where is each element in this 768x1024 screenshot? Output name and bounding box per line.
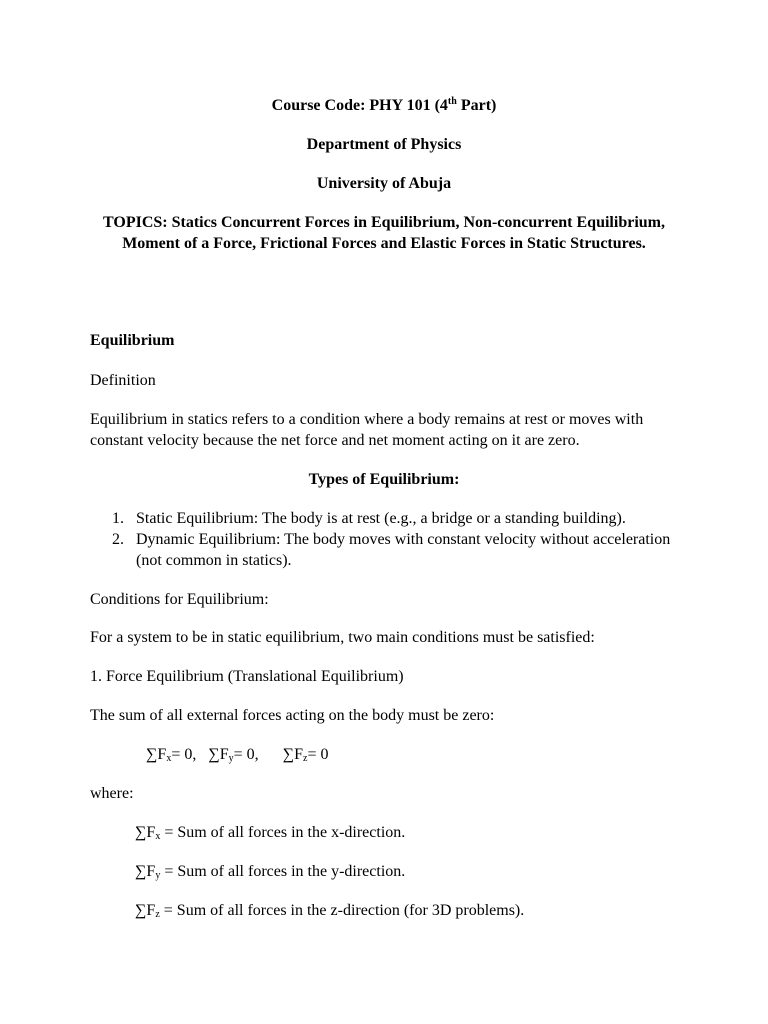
force-eq-heading: 1. Force Equilibrium (Translational Equilibrium) bbox=[90, 668, 404, 685]
definition-label: Definition bbox=[90, 372, 156, 389]
definition-text: Equilibrium in statics refers to a condition where a body remains at rest or moves with constant velocity because the net force and net moment acting on it are zero. bbox=[90, 411, 644, 449]
course-code: Course Code: PHY 101 (4th Part) bbox=[271, 96, 497, 114]
force-eq-text: The sum of all external forces acting on the body must be zero: bbox=[90, 707, 495, 724]
definition-y: $\sum F_y$ = Sum of all forces in the y-direction. bbox=[135, 863, 406, 881]
definition-z: $\sum F_z$ = Sum of all forces in the z-direction (for 3D problems). bbox=[135, 902, 525, 920]
section-heading: Equilibrium bbox=[90, 332, 175, 349]
equilibrium-equation bbox=[146, 744, 546, 765]
conditions-intro: For a system to be in static equilibrium, two main conditions must be satisfied: bbox=[90, 629, 595, 646]
university: University of Abuja bbox=[316, 175, 452, 192]
types-list bbox=[90, 508, 690, 571]
conditions-label: Conditions for Equilibrium: bbox=[90, 591, 269, 608]
topics: TOPICS: Statics Concurrent Forces in Equilibrium, Non-concurrent Equilibrium, Moment of a Force, Frictional Forces and Elastic Forces in Static Structures. bbox=[103, 214, 665, 252]
definition-x: $\sum F_x$ = Sum of all forces in the x-direction. bbox=[135, 824, 406, 842]
types-heading: Types of Equilibrium: bbox=[308, 471, 460, 488]
eq-term-x: $\sum F_x= 0$, bbox=[146, 746, 197, 764]
eq-term-y: $\sum F_y= 0$, bbox=[208, 746, 259, 764]
eq-term-z: $\sum F_z= 0$ bbox=[282, 746, 329, 764]
where-label: where: bbox=[90, 785, 134, 802]
list-item: 2. Dynamic Equilibrium: The body moves with constant velocity without acceleration (not common in statics). bbox=[112, 531, 671, 569]
department: Department of Physics bbox=[306, 136, 462, 153]
list-item: 1. Static Equilibrium: The body is at rest (e.g., a bridge or a standing building). bbox=[112, 510, 626, 527]
